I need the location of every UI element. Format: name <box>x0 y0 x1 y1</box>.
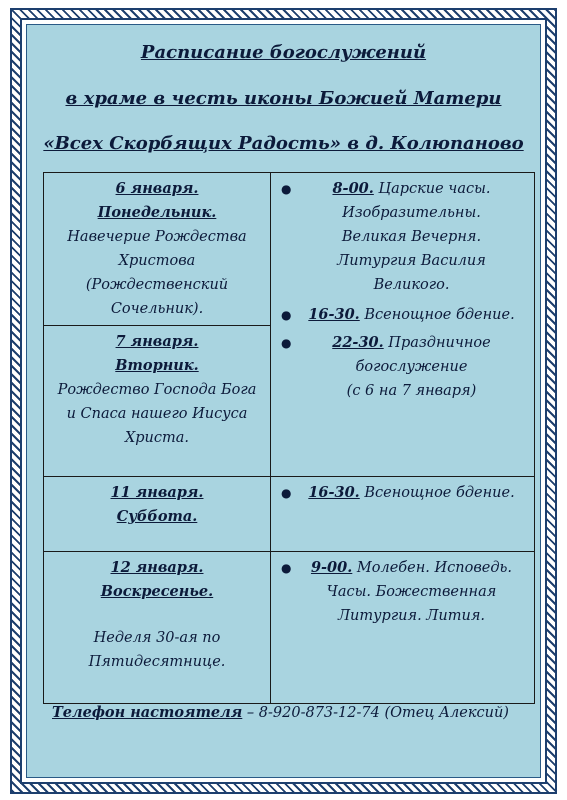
service-text: Литургия. Лития. <box>337 608 486 624</box>
service-time: 16-30. <box>308 484 360 501</box>
service-text: Великого. <box>373 277 450 293</box>
service-item <box>277 556 528 628</box>
bullet-icon: ● <box>281 336 292 350</box>
services-cell-jan12 <box>271 552 535 704</box>
service-item <box>277 177 528 297</box>
footer-contact <box>52 704 532 721</box>
footer-phone: – 8-920-873-12-74 (Отец Алексий) <box>242 705 509 721</box>
service-text: Великая Вечерня. <box>341 229 482 245</box>
service-item <box>277 303 528 327</box>
service-time: 8-00. <box>332 180 374 197</box>
bullet-icon: ● <box>281 308 292 322</box>
day-cell-jan6 <box>44 173 271 326</box>
service-time: 9-00. <box>310 559 353 576</box>
service-text: (с 6 на 7 января) <box>346 383 477 399</box>
day-note: Христа. <box>124 430 190 446</box>
service-time: 16-30. <box>308 306 360 323</box>
day-note: Христова <box>118 253 196 269</box>
service-time: 22-30. <box>332 334 384 351</box>
services-cell-jan6-7 <box>271 173 535 477</box>
day-note: и Спаса нашего Иисуса <box>66 406 248 422</box>
day-cell-jan11 <box>44 477 271 552</box>
day-date: 6 января. <box>115 180 199 197</box>
service-text: Изобразительны. <box>342 205 481 221</box>
table-row <box>44 477 535 552</box>
service-text: Литургия Василия <box>337 253 486 269</box>
day-note: Рождество Господа Бога <box>57 382 257 398</box>
service-text: Часы. Божественная <box>326 584 497 600</box>
service-item <box>277 331 528 403</box>
bullet-icon: ● <box>281 486 292 500</box>
day-date: 11 января. <box>110 484 204 501</box>
service-text: богослужение <box>355 359 468 375</box>
services-list <box>277 481 528 505</box>
bullet-icon: ● <box>281 561 292 575</box>
services-list <box>277 556 528 628</box>
table-row <box>44 173 535 326</box>
day-note: Навечерие Рождества <box>67 229 247 245</box>
day-weekday: Воскресенье. <box>100 583 214 600</box>
day-note: Сочельник). <box>110 301 204 317</box>
day-cell-jan7 <box>44 326 271 477</box>
services-list <box>277 177 528 403</box>
service-item <box>277 481 528 505</box>
day-note: (Рождественский <box>85 277 229 293</box>
spacer <box>50 604 264 626</box>
day-date: 12 января. <box>110 559 204 576</box>
day-note: Пятидесятнице. <box>88 654 226 670</box>
table-row <box>44 552 535 704</box>
schedule-table <box>43 172 535 704</box>
day-note: Неделя 30-ая по <box>93 630 221 646</box>
title-line-3: «Всех Скорбящих Радость» в д. Колюпаново <box>43 133 524 154</box>
day-cell-jan12 <box>44 552 271 704</box>
service-text: Царские часы. <box>373 181 491 197</box>
day-date: 7 января. <box>115 333 199 350</box>
bullet-icon: ● <box>281 182 292 196</box>
day-weekday: Суббота. <box>116 508 198 525</box>
title-line-1: Расписание богослужений <box>140 42 427 63</box>
title-line-2: в храме в честь иконы Божией Матери <box>65 88 502 109</box>
service-text: Праздничное <box>383 335 491 351</box>
day-weekday: Вторник. <box>115 357 199 374</box>
service-text: Молебен. Исповедь. <box>352 560 513 576</box>
day-weekday: Понедельник. <box>97 204 217 221</box>
services-cell-jan11 <box>271 477 535 552</box>
service-text: Всенощное бдение. <box>359 307 515 323</box>
service-text: Всенощное бдение. <box>359 485 515 501</box>
footer-label: Телефон настоятеля <box>52 704 243 721</box>
